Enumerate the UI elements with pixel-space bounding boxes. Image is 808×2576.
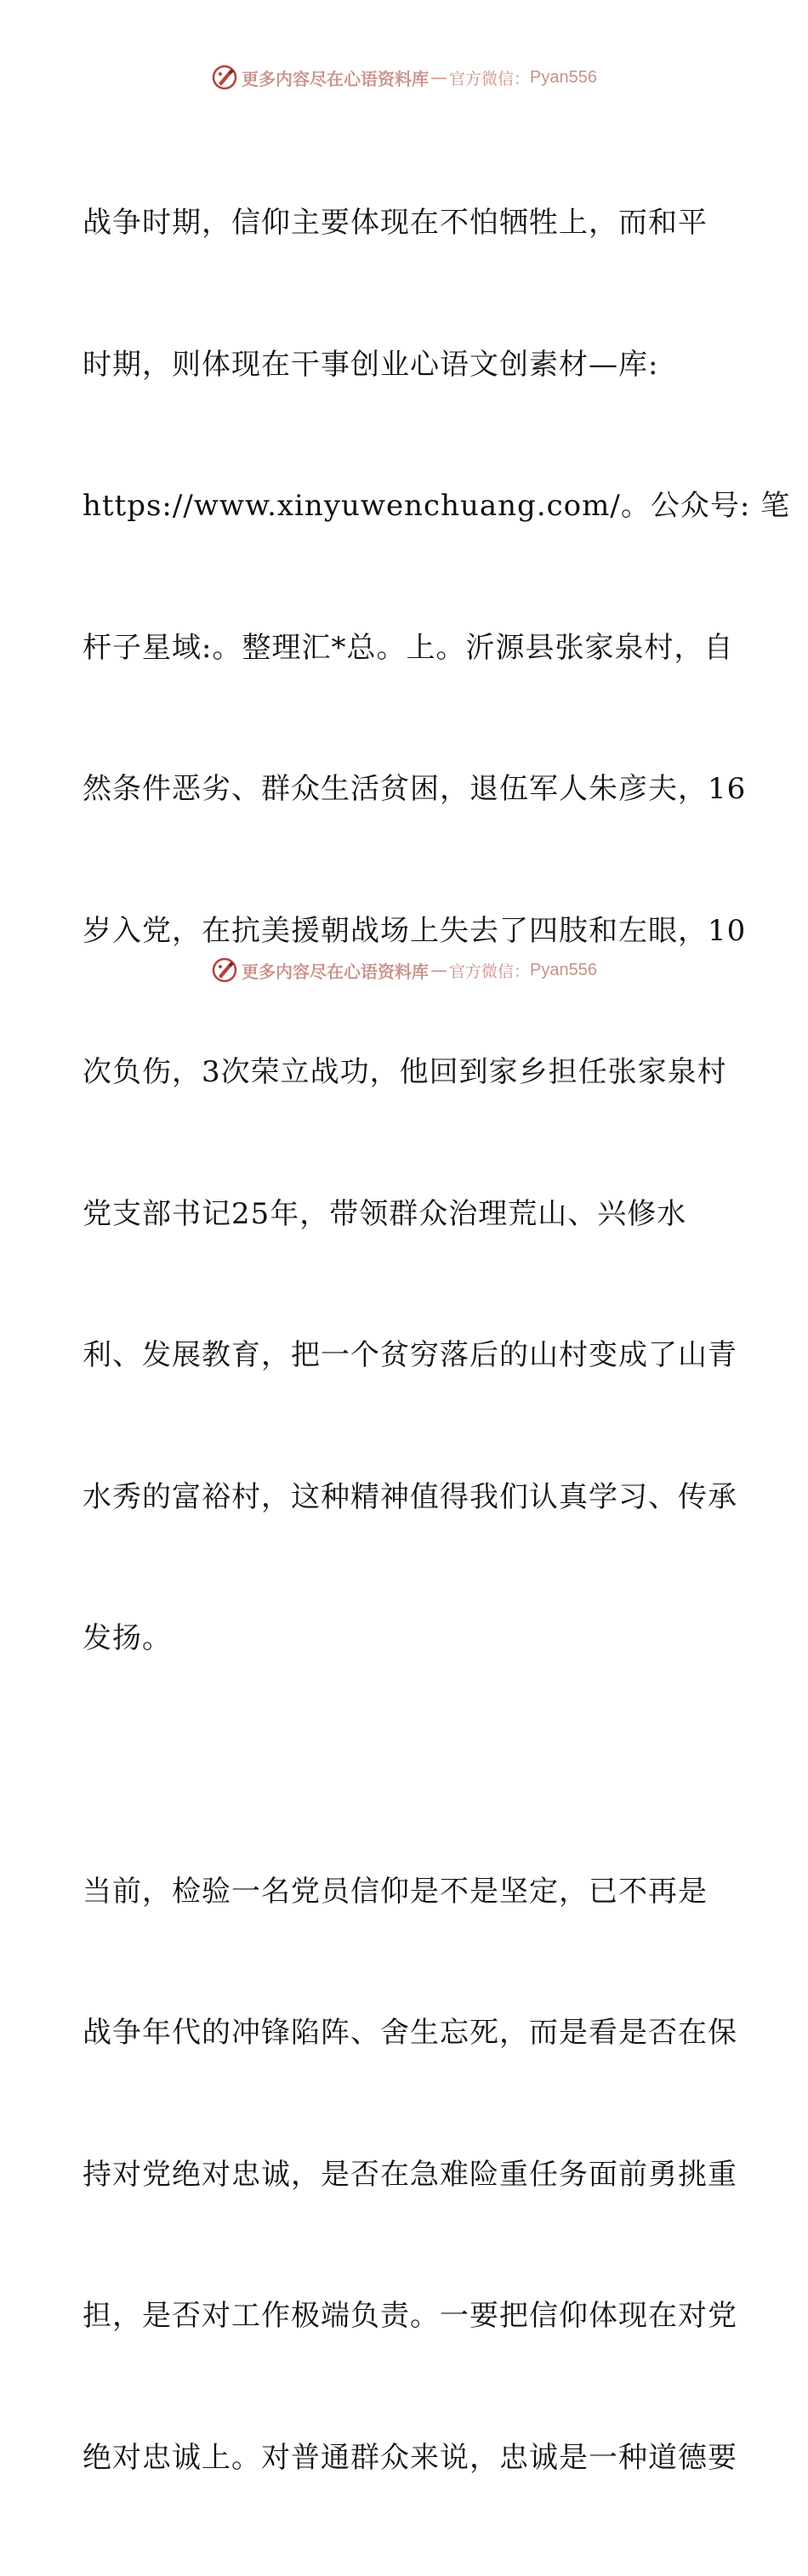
text-line: 持对党绝对忠诚，是否在急难险重任务面前勇挑重: [83, 2152, 729, 2199]
watermark-text: 更多内容尽在心语资料库: [242, 958, 429, 983]
text-line: 时期，则体现在干事创业心语文创素材—库:: [83, 342, 729, 389]
watermark-dash: —: [430, 67, 447, 88]
text-line: 杆子星域:。整理汇*总。上。沂源县张家泉村，自: [83, 625, 729, 672]
text-line: 战争时期，信仰主要体现在不怕牺牲上，而和平: [83, 200, 729, 247]
text-line: 战争年代的冲锋陷阵、舍生忘死，而是看是否在保: [83, 2010, 729, 2057]
text-line: 然条件恶劣、群众生活贫困，退伍军人朱彦夫，16: [83, 766, 729, 814]
text-line: 水秀的富裕村，这种精神值得我们认真学习、传承: [83, 1474, 729, 1522]
document-body: [83, 105, 729, 2576]
pen-logo-icon: [211, 64, 238, 91]
text-line: 担，是否对工作极端负责。一要把信仰体现在对党: [83, 2293, 729, 2341]
watermark-wechat-id: Pyan556: [530, 68, 597, 88]
watermark-dash: —: [430, 960, 447, 980]
pen-logo-icon: [211, 956, 238, 984]
text-line: 发扬。: [83, 1615, 729, 1663]
text-line: 次负伤，3次荣立战功，他回到家乡担任张家泉村: [83, 1049, 729, 1097]
text-line: 利、发展教育，把一个贫穷落后的山村变成了山青: [83, 1332, 729, 1380]
header-watermark: [0, 63, 808, 92]
text-line: 当前，检验一名党员信仰是不是坚定，已不再是: [83, 1869, 729, 1916]
paragraph-1: [83, 105, 729, 1757]
watermark-wechat-label: 官方微信：: [449, 66, 530, 89]
footer-watermark: [0, 956, 808, 984]
watermark-text: 更多内容尽在心语资料库: [242, 65, 429, 90]
text-line: 绝对忠诚上。对普通群众来说，忠诚是一种道德要: [83, 2435, 729, 2482]
paragraph-2: [83, 1774, 729, 2576]
text-line: https://www.xinyuwenchuang.com/。公众号: 笔: [83, 483, 729, 531]
text-line: 岁入党，在抗美援朝战场上失去了四肢和左眼，10: [83, 908, 729, 956]
watermark-wechat-id: Pyan556: [530, 961, 597, 980]
watermark-wechat-label: 官方微信：: [449, 959, 530, 982]
text-line: 党支部书记25年，带领群众治理荒山、兴修水: [83, 1191, 729, 1239]
